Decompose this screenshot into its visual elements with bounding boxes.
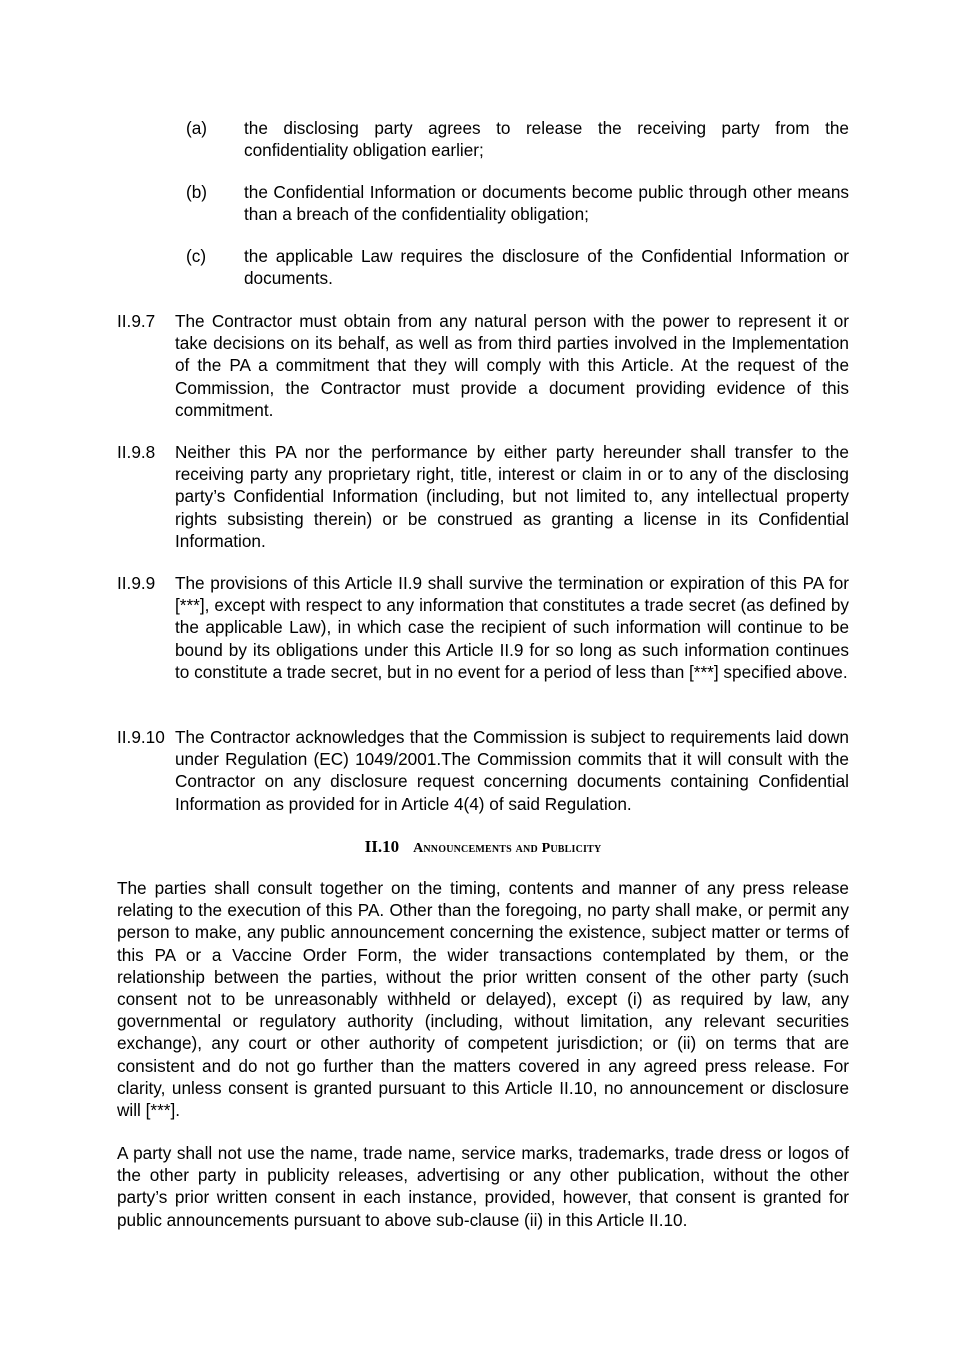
clause-text: The provisions of this Article II.9 shall survive the termination or expiration of this PA for [***], except with respect to any information that constitutes a trade secret (as defined by the applicable Law), in which case the recipient of such information will continue to be bound by its obligations under this Article II.9 for so long as such information continues to constitute a trade secret, but in no event for a period of less than [***] specified above. — [175, 573, 849, 682]
sub-item-text: the disclosing party agrees to release the receiving party from the confidentiality obligation earlier; — [244, 118, 849, 161]
sub-item-text: the applicable Law requires the disclosure of the Confidential Information or documents. — [244, 246, 849, 289]
section-number: II.10 — [364, 837, 400, 856]
sub-item-label: (c) — [186, 246, 207, 266]
paragraph-press-release: The parties shall consult together on the timing, contents and manner of any press release relating to the execution of this PA. Other than the foregoing, no party shall make, or permit any person to make, any public announcement concerning the existence, subject matter or terms of this PA or a Vaccine Order Form, the wider transactions contemplated by them, or the relationship between the parties, without the prior written consent of the other party (such consent not to be unreasonably withheld or delayed), except (i) as required by law, any governmental or regulatory authority (including, without limitation, any relevant securities exchange), any court or other authority of competent jurisdiction; or (ii) on terms that are consistent and do not go further than the matters covered in any agreed press release. For clarity, unless consent is granted pursuant to this Article II.10, no announcement or disclosure will [***]. — [117, 878, 849, 1121]
sub-item-label: (a) — [186, 118, 208, 138]
clause-text: The Contractor must obtain from any natural person with the power to represent it or take decisions on its behalf, as well as from third parties involved in the Implementation of the PA a commitment that they will comply with this Article. At the request of the Commission, the Contractor must provide a document providing evidence of this commitment. — [175, 311, 849, 420]
clause-number: II.9.10 — [117, 727, 165, 747]
clause-number: II.9.8 — [117, 442, 156, 462]
clause-number: II.9.9 — [117, 573, 156, 593]
sub-item-text: the Confidential Information or documents become public through other means than a breach of the confidentiality obligation; — [244, 182, 849, 225]
clause-text: The Contractor acknowledges that the Commission is subject to requirements laid down under Regulation (EC) 1049/2001.The Commission commits that it will consult with the Contractor on any disclosure request concerning documents containing Confidential Information as provided for in Article 4(4) of said Regulation. — [175, 727, 849, 814]
section-title: Announcements and Publicity — [413, 841, 602, 856]
clause-number: II.9.7 — [117, 311, 156, 331]
paragraph-publicity: A party shall not use the name, trade name, service marks, trademarks, trade dress or logos of the other party in publicity releases, advertising or any other publication, without the other party’s prior written consent in each instance, provided, however, that consent is granted for public announcements pursuant to above sub-clause (ii) in this Article II.10. — [117, 1143, 849, 1230]
section-heading — [117, 836, 849, 860]
sub-item-label: (b) — [186, 182, 208, 202]
clause-text: Neither this PA nor the performance by either party hereunder shall transfer to the receiving party any proprietary right, title, interest or claim in or to any of the disclosing party’s Confidential Information (including, but not limited to, any intellectual property rights subsisting therein) or be construed as granting a license in its Confidential Information. — [175, 442, 849, 551]
